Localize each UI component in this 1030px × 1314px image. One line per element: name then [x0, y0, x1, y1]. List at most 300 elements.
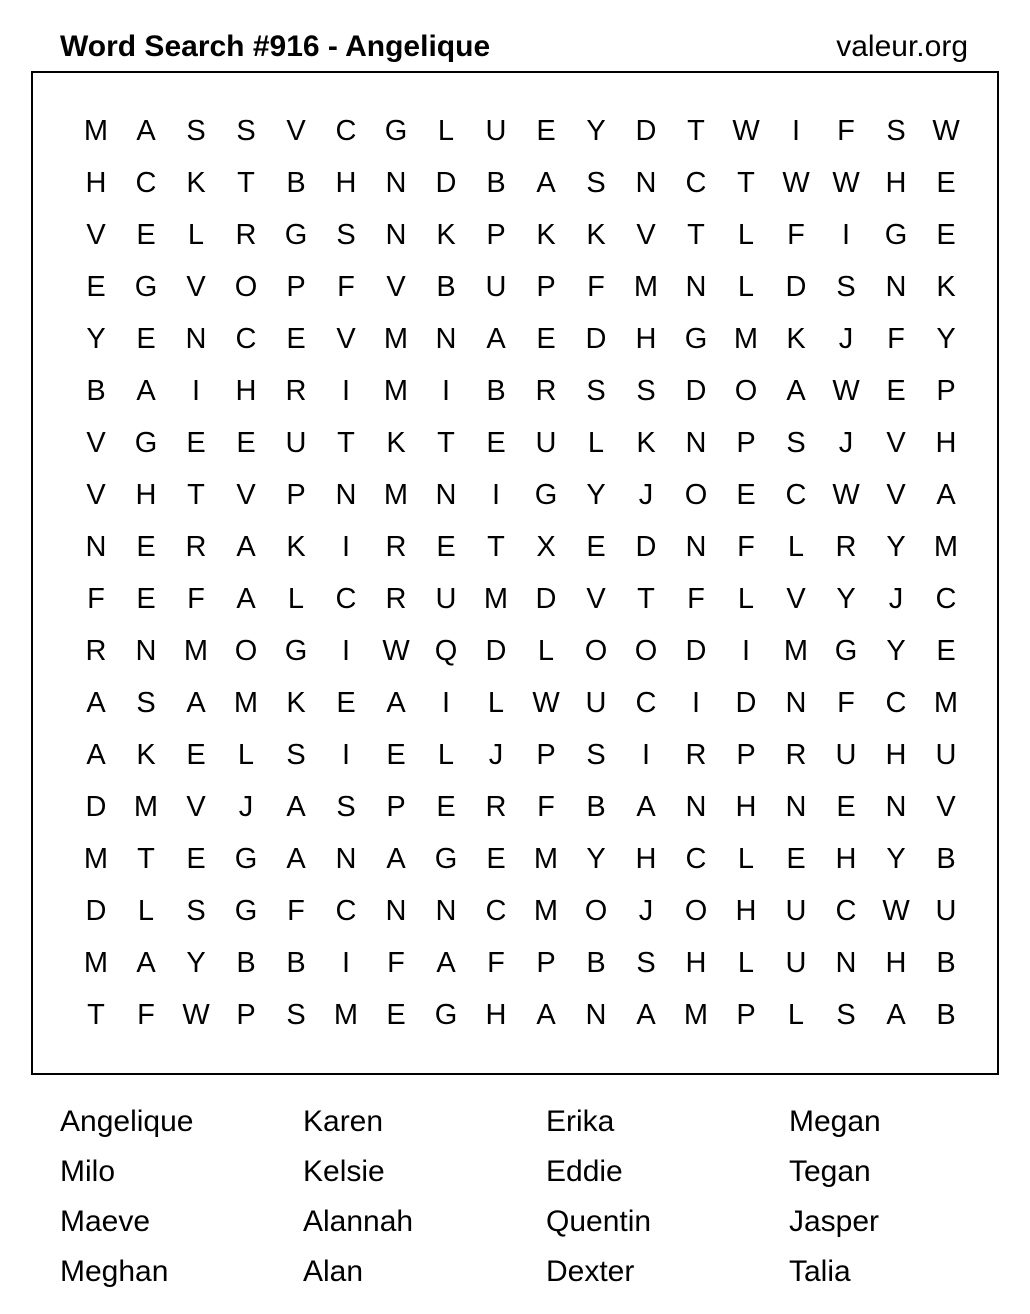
- grid-letter[interactable]: E: [386, 739, 406, 771]
- grid-letter[interactable]: I: [191, 375, 201, 407]
- grid-letter[interactable]: F: [137, 999, 155, 1031]
- grid-letter[interactable]: B: [86, 375, 106, 407]
- grid-letter[interactable]: T: [687, 115, 705, 147]
- grid-letter[interactable]: L: [237, 739, 255, 771]
- grid-letter[interactable]: A: [236, 531, 256, 563]
- grid-letter[interactable]: N: [685, 427, 707, 459]
- grid-letter[interactable]: V: [586, 583, 606, 615]
- grid-letter[interactable]: E: [336, 687, 356, 719]
- grid-letter[interactable]: N: [335, 843, 357, 875]
- grid-letter[interactable]: F: [87, 583, 105, 615]
- grid-letter[interactable]: M: [383, 479, 409, 511]
- grid-letter[interactable]: K: [286, 531, 306, 563]
- grid-letter[interactable]: N: [685, 531, 707, 563]
- grid-letter[interactable]: I: [341, 739, 351, 771]
- grid-letter[interactable]: M: [533, 895, 559, 927]
- grid-letter[interactable]: V: [886, 427, 906, 459]
- grid-letter[interactable]: Y: [586, 115, 606, 147]
- grid-letter[interactable]: X: [536, 531, 556, 563]
- grid-letter[interactable]: T: [737, 167, 755, 199]
- grid-letter[interactable]: S: [286, 739, 306, 771]
- grid-letter[interactable]: I: [341, 531, 351, 563]
- grid-letter[interactable]: T: [687, 219, 705, 251]
- grid-letter[interactable]: T: [137, 843, 155, 875]
- grid-letter[interactable]: B: [936, 947, 956, 979]
- grid-letter[interactable]: U: [785, 947, 807, 979]
- grid-letter[interactable]: G: [684, 323, 708, 355]
- grid-letter[interactable]: W: [882, 895, 910, 927]
- grid-letter[interactable]: L: [487, 687, 505, 719]
- grid-letter[interactable]: M: [533, 843, 559, 875]
- grid-letter[interactable]: A: [936, 479, 956, 511]
- grid-letter[interactable]: A: [86, 687, 106, 719]
- grid-letter[interactable]: C: [485, 895, 507, 927]
- grid-letter[interactable]: T: [437, 427, 455, 459]
- grid-letter[interactable]: U: [535, 427, 557, 459]
- grid-letter[interactable]: M: [383, 375, 409, 407]
- grid-letter[interactable]: H: [335, 167, 357, 199]
- grid-letter[interactable]: W: [832, 375, 860, 407]
- grid-letter[interactable]: M: [333, 999, 359, 1031]
- grid-letter[interactable]: F: [787, 219, 805, 251]
- grid-letter[interactable]: C: [335, 895, 357, 927]
- grid-letter[interactable]: E: [586, 531, 606, 563]
- grid-letter[interactable]: H: [635, 323, 657, 355]
- grid-letter[interactable]: H: [735, 791, 757, 823]
- grid-letter[interactable]: C: [785, 479, 807, 511]
- grid-letter[interactable]: E: [436, 531, 456, 563]
- grid-letter[interactable]: I: [441, 687, 451, 719]
- grid-letter[interactable]: F: [387, 947, 405, 979]
- grid-letter[interactable]: D: [435, 167, 457, 199]
- grid-letter[interactable]: K: [636, 427, 656, 459]
- grid-letter[interactable]: H: [485, 999, 507, 1031]
- grid-letter[interactable]: S: [636, 947, 656, 979]
- grid-letter[interactable]: P: [286, 271, 306, 303]
- grid-letter[interactable]: E: [136, 219, 156, 251]
- grid-letter[interactable]: R: [235, 219, 257, 251]
- grid-letter[interactable]: I: [341, 635, 351, 667]
- grid-letter[interactable]: G: [884, 219, 908, 251]
- grid-letter[interactable]: H: [235, 375, 257, 407]
- grid-letter[interactable]: J: [838, 323, 854, 355]
- grid-letter[interactable]: H: [135, 479, 157, 511]
- grid-letter[interactable]: V: [236, 479, 256, 511]
- grid-letter[interactable]: E: [136, 323, 156, 355]
- grid-letter[interactable]: I: [791, 115, 801, 147]
- grid-letter[interactable]: A: [286, 843, 306, 875]
- grid-letter[interactable]: O: [734, 375, 758, 407]
- grid-letter[interactable]: M: [933, 531, 959, 563]
- grid-letter[interactable]: J: [888, 583, 904, 615]
- grid-letter[interactable]: V: [786, 583, 806, 615]
- grid-letter[interactable]: E: [836, 791, 856, 823]
- grid-letter[interactable]: O: [634, 635, 658, 667]
- grid-letter[interactable]: V: [936, 791, 956, 823]
- grid-letter[interactable]: A: [386, 687, 406, 719]
- grid-letter[interactable]: P: [536, 947, 556, 979]
- grid-letter[interactable]: M: [633, 271, 659, 303]
- grid-letter[interactable]: C: [885, 687, 907, 719]
- grid-letter[interactable]: L: [787, 531, 805, 563]
- grid-letter[interactable]: R: [535, 375, 557, 407]
- grid-letter[interactable]: Y: [936, 323, 956, 355]
- grid-letter[interactable]: W: [182, 999, 210, 1031]
- grid-letter[interactable]: A: [136, 947, 156, 979]
- grid-letter[interactable]: E: [736, 479, 756, 511]
- grid-letter[interactable]: R: [685, 739, 707, 771]
- grid-letter[interactable]: C: [935, 583, 957, 615]
- grid-letter[interactable]: K: [786, 323, 806, 355]
- grid-letter[interactable]: M: [383, 323, 409, 355]
- grid-letter[interactable]: D: [735, 687, 757, 719]
- grid-letter[interactable]: G: [234, 843, 258, 875]
- grid-letter[interactable]: M: [133, 791, 159, 823]
- grid-letter[interactable]: R: [385, 531, 407, 563]
- grid-letter[interactable]: V: [336, 323, 356, 355]
- grid-letter[interactable]: U: [585, 687, 607, 719]
- grid-letter[interactable]: W: [732, 115, 760, 147]
- grid-letter[interactable]: S: [586, 375, 606, 407]
- grid-letter[interactable]: W: [532, 687, 560, 719]
- grid-letter[interactable]: L: [137, 895, 155, 927]
- grid-letter[interactable]: M: [733, 323, 759, 355]
- grid-letter[interactable]: O: [684, 895, 708, 927]
- grid-letter[interactable]: A: [286, 791, 306, 823]
- grid-letter[interactable]: E: [936, 635, 956, 667]
- grid-letter[interactable]: F: [337, 271, 355, 303]
- grid-letter[interactable]: S: [836, 999, 856, 1031]
- grid-letter[interactable]: N: [585, 999, 607, 1031]
- grid-letter[interactable]: V: [286, 115, 306, 147]
- grid-letter[interactable]: R: [485, 791, 507, 823]
- grid-letter[interactable]: O: [234, 635, 258, 667]
- grid-letter[interactable]: G: [284, 635, 308, 667]
- grid-letter[interactable]: N: [685, 271, 707, 303]
- grid-letter[interactable]: C: [335, 115, 357, 147]
- grid-letter[interactable]: N: [885, 271, 907, 303]
- grid-letter[interactable]: Y: [586, 843, 606, 875]
- grid-letter[interactable]: N: [635, 167, 657, 199]
- grid-letter[interactable]: O: [684, 479, 708, 511]
- grid-letter[interactable]: V: [86, 427, 106, 459]
- grid-letter[interactable]: K: [286, 687, 306, 719]
- grid-letter[interactable]: E: [486, 843, 506, 875]
- grid-letter[interactable]: B: [586, 791, 606, 823]
- grid-letter[interactable]: S: [586, 167, 606, 199]
- grid-letter[interactable]: P: [736, 739, 756, 771]
- grid-letter[interactable]: U: [935, 895, 957, 927]
- grid-letter[interactable]: V: [86, 479, 106, 511]
- grid-letter[interactable]: F: [837, 115, 855, 147]
- grid-letter[interactable]: L: [437, 115, 455, 147]
- grid-letter[interactable]: F: [287, 895, 305, 927]
- grid-letter[interactable]: A: [886, 999, 906, 1031]
- grid-letter[interactable]: D: [85, 791, 107, 823]
- grid-letter[interactable]: P: [736, 999, 756, 1031]
- grid-letter[interactable]: I: [341, 947, 351, 979]
- grid-letter[interactable]: M: [783, 635, 809, 667]
- grid-letter[interactable]: E: [286, 323, 306, 355]
- grid-letter[interactable]: U: [485, 271, 507, 303]
- grid-letter[interactable]: V: [86, 219, 106, 251]
- grid-letter[interactable]: P: [386, 791, 406, 823]
- grid-letter[interactable]: M: [233, 687, 259, 719]
- grid-letter[interactable]: K: [386, 427, 406, 459]
- grid-letter[interactable]: C: [685, 843, 707, 875]
- grid-letter[interactable]: G: [134, 427, 158, 459]
- grid-letter[interactable]: E: [136, 583, 156, 615]
- grid-letter[interactable]: E: [186, 739, 206, 771]
- grid-letter[interactable]: W: [832, 167, 860, 199]
- grid-letter[interactable]: W: [382, 635, 410, 667]
- grid-letter[interactable]: O: [234, 271, 258, 303]
- grid-letter[interactable]: W: [932, 115, 960, 147]
- grid-letter[interactable]: M: [183, 635, 209, 667]
- grid-letter[interactable]: H: [635, 843, 657, 875]
- grid-letter[interactable]: L: [287, 583, 305, 615]
- grid-letter[interactable]: D: [635, 531, 657, 563]
- grid-letter[interactable]: D: [485, 635, 507, 667]
- grid-letter[interactable]: N: [135, 635, 157, 667]
- grid-letter[interactable]: J: [488, 739, 504, 771]
- grid-letter[interactable]: J: [838, 427, 854, 459]
- grid-letter[interactable]: N: [185, 323, 207, 355]
- grid-letter[interactable]: S: [336, 791, 356, 823]
- grid-letter[interactable]: D: [635, 115, 657, 147]
- grid-letter[interactable]: S: [186, 115, 206, 147]
- grid-letter[interactable]: T: [187, 479, 205, 511]
- grid-letter[interactable]: A: [136, 115, 156, 147]
- grid-letter[interactable]: L: [737, 583, 755, 615]
- grid-letter[interactable]: H: [85, 167, 107, 199]
- grid-letter[interactable]: H: [885, 739, 907, 771]
- grid-letter[interactable]: R: [835, 531, 857, 563]
- grid-letter[interactable]: R: [85, 635, 107, 667]
- grid-letter[interactable]: S: [186, 895, 206, 927]
- grid-letter[interactable]: S: [636, 375, 656, 407]
- grid-letter[interactable]: E: [186, 843, 206, 875]
- grid-letter[interactable]: Y: [886, 843, 906, 875]
- grid-letter[interactable]: E: [886, 375, 906, 407]
- grid-letter[interactable]: B: [486, 375, 506, 407]
- grid-letter[interactable]: Y: [586, 479, 606, 511]
- grid-letter[interactable]: M: [483, 583, 509, 615]
- grid-letter[interactable]: U: [835, 739, 857, 771]
- grid-letter[interactable]: R: [385, 583, 407, 615]
- grid-letter[interactable]: T: [87, 999, 105, 1031]
- grid-letter[interactable]: H: [835, 843, 857, 875]
- grid-letter[interactable]: A: [436, 947, 456, 979]
- grid-letter[interactable]: T: [237, 167, 255, 199]
- grid-letter[interactable]: A: [536, 999, 556, 1031]
- grid-letter[interactable]: Y: [86, 323, 106, 355]
- grid-letter[interactable]: E: [536, 323, 556, 355]
- grid-letter[interactable]: N: [435, 895, 457, 927]
- grid-letter[interactable]: Q: [434, 635, 458, 667]
- grid-letter[interactable]: W: [782, 167, 810, 199]
- grid-letter[interactable]: R: [285, 375, 307, 407]
- grid-letter[interactable]: P: [936, 375, 956, 407]
- grid-letter[interactable]: S: [786, 427, 806, 459]
- grid-letter[interactable]: H: [935, 427, 957, 459]
- grid-letter[interactable]: S: [286, 999, 306, 1031]
- grid-letter[interactable]: L: [537, 635, 555, 667]
- grid-letter[interactable]: N: [785, 687, 807, 719]
- grid-letter[interactable]: G: [834, 635, 858, 667]
- grid-letter[interactable]: L: [737, 843, 755, 875]
- grid-letter[interactable]: D: [85, 895, 107, 927]
- grid-letter[interactable]: W: [832, 479, 860, 511]
- grid-letter[interactable]: A: [636, 999, 656, 1031]
- grid-letter[interactable]: A: [536, 167, 556, 199]
- grid-letter[interactable]: K: [936, 271, 956, 303]
- grid-letter[interactable]: M: [933, 687, 959, 719]
- grid-letter[interactable]: I: [641, 739, 651, 771]
- grid-letter[interactable]: L: [737, 219, 755, 251]
- grid-letter[interactable]: F: [687, 583, 705, 615]
- grid-letter[interactable]: C: [635, 687, 657, 719]
- grid-letter[interactable]: K: [586, 219, 606, 251]
- grid-letter[interactable]: F: [737, 531, 755, 563]
- grid-letter[interactable]: L: [587, 427, 605, 459]
- grid-letter[interactable]: O: [584, 895, 608, 927]
- grid-letter[interactable]: P: [236, 999, 256, 1031]
- grid-letter[interactable]: D: [685, 635, 707, 667]
- grid-letter[interactable]: G: [384, 115, 408, 147]
- grid-letter[interactable]: A: [786, 375, 806, 407]
- grid-letter[interactable]: U: [785, 895, 807, 927]
- grid-letter[interactable]: B: [936, 999, 956, 1031]
- grid-letter[interactable]: K: [436, 219, 456, 251]
- grid-letter[interactable]: F: [487, 947, 505, 979]
- grid-letter[interactable]: C: [135, 167, 157, 199]
- grid-letter[interactable]: N: [685, 791, 707, 823]
- grid-letter[interactable]: E: [536, 115, 556, 147]
- grid-letter[interactable]: D: [535, 583, 557, 615]
- grid-letter[interactable]: M: [683, 999, 709, 1031]
- grid-letter[interactable]: P: [286, 479, 306, 511]
- grid-letter[interactable]: B: [936, 843, 956, 875]
- grid-letter[interactable]: E: [486, 427, 506, 459]
- grid-letter[interactable]: A: [636, 791, 656, 823]
- grid-letter[interactable]: R: [185, 531, 207, 563]
- grid-letter[interactable]: E: [386, 999, 406, 1031]
- grid-letter[interactable]: I: [741, 635, 751, 667]
- grid-letter[interactable]: E: [786, 843, 806, 875]
- grid-letter[interactable]: G: [434, 843, 458, 875]
- grid-letter[interactable]: F: [537, 791, 555, 823]
- grid-letter[interactable]: B: [586, 947, 606, 979]
- grid-letter[interactable]: E: [136, 531, 156, 563]
- grid-letter[interactable]: L: [787, 999, 805, 1031]
- grid-letter[interactable]: H: [685, 947, 707, 979]
- grid-letter[interactable]: K: [186, 167, 206, 199]
- grid-letter[interactable]: T: [337, 427, 355, 459]
- grid-letter[interactable]: H: [885, 947, 907, 979]
- grid-letter[interactable]: G: [284, 219, 308, 251]
- grid-letter[interactable]: I: [841, 219, 851, 251]
- grid-letter[interactable]: J: [238, 791, 254, 823]
- grid-letter[interactable]: S: [836, 271, 856, 303]
- grid-letter[interactable]: G: [434, 999, 458, 1031]
- grid-letter[interactable]: V: [886, 479, 906, 511]
- grid-letter[interactable]: P: [536, 271, 556, 303]
- grid-letter[interactable]: S: [136, 687, 156, 719]
- grid-letter[interactable]: Y: [186, 947, 206, 979]
- grid-letter[interactable]: B: [236, 947, 256, 979]
- grid-letter[interactable]: S: [336, 219, 356, 251]
- grid-letter[interactable]: G: [134, 271, 158, 303]
- grid-letter[interactable]: E: [86, 271, 106, 303]
- grid-letter[interactable]: N: [435, 479, 457, 511]
- grid-letter[interactable]: K: [136, 739, 156, 771]
- grid-letter[interactable]: N: [85, 531, 107, 563]
- grid-letter[interactable]: S: [236, 115, 256, 147]
- grid-letter[interactable]: F: [587, 271, 605, 303]
- grid-letter[interactable]: M: [83, 115, 109, 147]
- grid-letter[interactable]: F: [887, 323, 905, 355]
- grid-letter[interactable]: V: [636, 219, 656, 251]
- grid-letter[interactable]: S: [886, 115, 906, 147]
- grid-letter[interactable]: U: [935, 739, 957, 771]
- grid-letter[interactable]: I: [341, 375, 351, 407]
- grid-letter[interactable]: K: [536, 219, 556, 251]
- grid-letter[interactable]: N: [335, 479, 357, 511]
- grid-letter[interactable]: S: [586, 739, 606, 771]
- grid-letter[interactable]: N: [435, 323, 457, 355]
- grid-letter[interactable]: J: [638, 895, 654, 927]
- grid-letter[interactable]: R: [785, 739, 807, 771]
- grid-letter[interactable]: B: [286, 167, 306, 199]
- grid-letter[interactable]: I: [441, 375, 451, 407]
- grid-letter[interactable]: B: [436, 271, 456, 303]
- grid-letter[interactable]: O: [584, 635, 608, 667]
- grid-letter[interactable]: V: [186, 271, 206, 303]
- grid-letter[interactable]: U: [435, 583, 457, 615]
- grid-letter[interactable]: G: [534, 479, 558, 511]
- grid-letter[interactable]: A: [186, 687, 206, 719]
- grid-letter[interactable]: T: [637, 583, 655, 615]
- grid-letter[interactable]: Y: [886, 531, 906, 563]
- grid-letter[interactable]: E: [436, 791, 456, 823]
- grid-letter[interactable]: N: [385, 167, 407, 199]
- grid-letter[interactable]: T: [487, 531, 505, 563]
- grid-letter[interactable]: Y: [836, 583, 856, 615]
- grid-letter[interactable]: I: [491, 479, 501, 511]
- grid-letter[interactable]: E: [236, 427, 256, 459]
- grid-letter[interactable]: A: [86, 739, 106, 771]
- grid-letter[interactable]: A: [236, 583, 256, 615]
- grid-letter[interactable]: V: [386, 271, 406, 303]
- grid-letter[interactable]: C: [335, 583, 357, 615]
- grid-letter[interactable]: D: [685, 375, 707, 407]
- grid-letter[interactable]: D: [585, 323, 607, 355]
- grid-letter[interactable]: J: [638, 479, 654, 511]
- grid-letter[interactable]: M: [83, 947, 109, 979]
- grid-letter[interactable]: M: [83, 843, 109, 875]
- grid-letter[interactable]: P: [536, 739, 556, 771]
- grid-letter[interactable]: B: [286, 947, 306, 979]
- grid-letter[interactable]: I: [691, 687, 701, 719]
- grid-letter[interactable]: L: [187, 219, 205, 251]
- grid-letter[interactable]: C: [235, 323, 257, 355]
- grid-letter[interactable]: H: [885, 167, 907, 199]
- grid-letter[interactable]: L: [737, 947, 755, 979]
- grid-letter[interactable]: C: [685, 167, 707, 199]
- grid-letter[interactable]: L: [437, 739, 455, 771]
- grid-letter[interactable]: G: [234, 895, 258, 927]
